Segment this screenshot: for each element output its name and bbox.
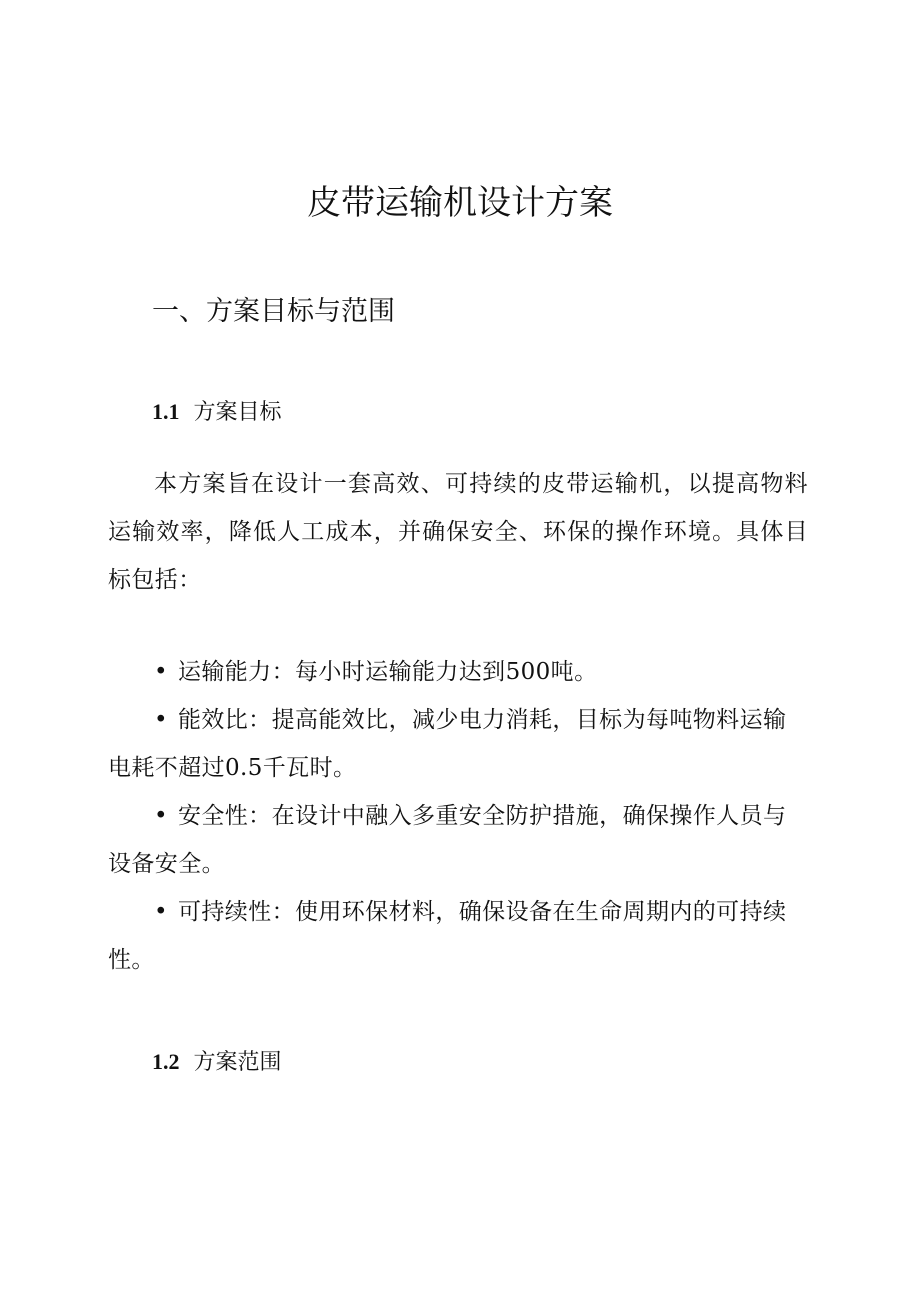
list-item-text: 能效比：提高能效比，减少电力消耗，目标为每吨物料运输电耗不超过0.5千瓦时。: [108, 707, 787, 781]
goal-list: [108, 648, 808, 984]
section-heading: 一、方案目标与范围: [152, 296, 395, 327]
bullet-marker: •: [154, 803, 168, 829]
list-item-text: 可持续性：使用环保材料，确保设备在生命周期内的可持续性。: [108, 899, 787, 973]
subsection-heading-1-1: [152, 394, 282, 431]
intro-paragraph: 本方案旨在设计一套高效、可持续的皮带运输机，以提高物料运输效率，降低人工成本，并确保安全、环保的操作环境。具体目标包括：: [108, 471, 808, 593]
subsection-title: 方案目标: [193, 400, 282, 425]
subsection-number: 1.1: [152, 399, 180, 424]
bullet-marker: •: [154, 707, 168, 733]
bullet-marker: •: [154, 659, 168, 685]
list-item: [108, 696, 808, 792]
list-item: [108, 792, 808, 888]
list-item: [108, 888, 808, 984]
subsection-number: 1.2: [152, 1049, 180, 1074]
list-item: [108, 648, 808, 696]
bullet-marker: •: [154, 899, 168, 925]
document-title: 皮带运输机设计方案: [307, 183, 613, 223]
subsection-heading-1-2: [152, 1044, 282, 1081]
list-item-text: 运输能力：每小时运输能力达到500吨。: [177, 659, 598, 685]
list-item-text: 安全性：在设计中融入多重安全防护措施，确保操作人员与设备安全。: [108, 803, 787, 877]
subsection-title: 方案范围: [193, 1050, 282, 1075]
